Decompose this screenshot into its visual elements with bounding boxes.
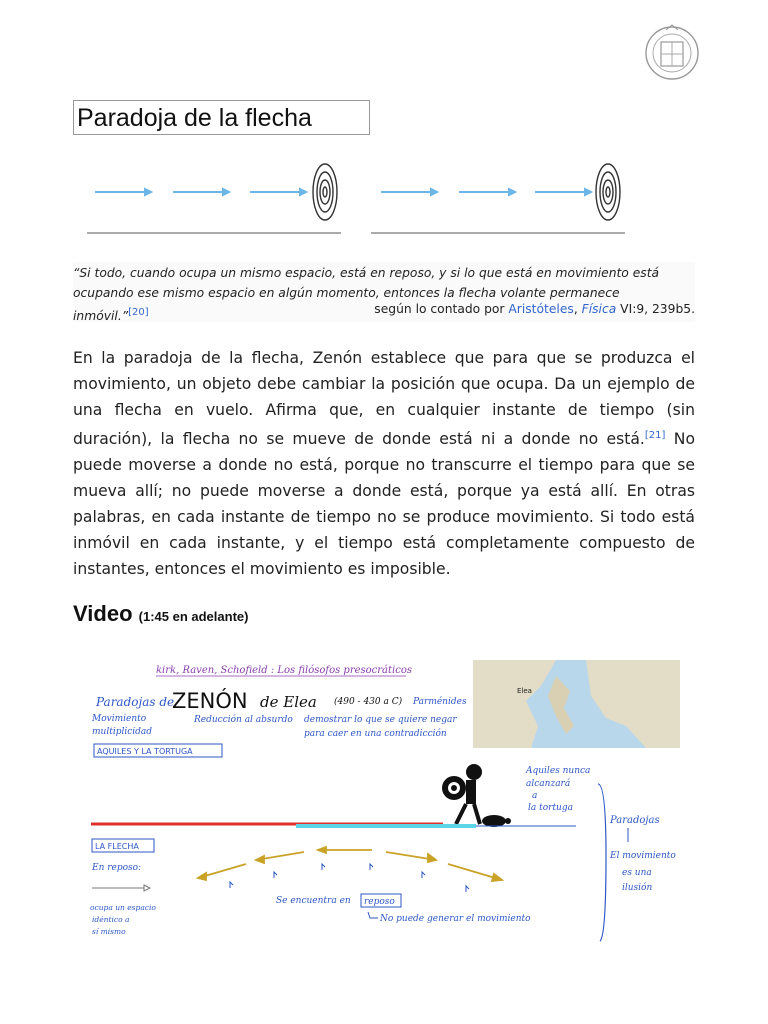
university-seal-icon: [644, 22, 700, 84]
caer-label: para caer en una contradicción: [304, 729, 447, 739]
body-text-part-1: En la paradoja de la flecha, Zenón establece que para que se produzca el movimiento, un objeto debe cambiar la posición que ocupa. Da un ejemplo de una flecha en vuelo. Afirma que, en cualquier instante de tiempo (sin duración), la flecha no se mueve de donde está ni a donde no está.: [73, 349, 695, 449]
reduccion-label: Reducción al absurdo: [194, 715, 293, 725]
no-puede-label: No puede generar el movimiento: [380, 914, 531, 924]
ilusion-label: ilusión: [622, 883, 653, 893]
video-heading-title: Video: [73, 601, 133, 626]
citation-link[interactable]: [20]: [128, 307, 149, 318]
arrow-target-diagram: [85, 158, 630, 240]
section-title: Paradoja de la flecha: [77, 104, 312, 132]
body-paragraph: [73, 346, 695, 582]
quote-source-suffix: VI:9, 239b5.: [616, 302, 695, 316]
en-reposo-label: En reposo:: [92, 863, 142, 873]
aristoteles-link[interactable]: Aristóteles: [508, 302, 574, 316]
zenon-label: ZENÓN: [172, 689, 248, 713]
arrow-diagram-left: [87, 164, 341, 233]
parmenides-label: Parménides: [413, 697, 467, 707]
citation-link[interactable]: [21]: [644, 430, 666, 442]
video-heading-subtitle: (1:45 en adelante): [138, 609, 249, 624]
es-una-label: es una: [622, 868, 652, 878]
aquiles-nunca-label: Aquiles nunca: [526, 766, 591, 776]
quote-source-prefix: según lo contado por: [374, 302, 509, 316]
italy-greece-map: [473, 660, 680, 748]
demostrar-label: demostrar lo que se quiere negar: [304, 715, 457, 725]
el-movimiento-label: El movimiento: [610, 851, 676, 861]
video-heading: [73, 601, 248, 627]
arrow-diagram-right: [371, 164, 625, 233]
body-text-part-2: No puede moverse a donde no está, porque no transcurre el tiempo para que se mueva allí; no puede moverse a donde está, porque ya está allí. En otras palabras, en cada instante de tiempo no se produce movimiento. Si todo está inmóvil en cada instante, y el tiempo está completamente compuesto de instantes, entonces el movimiento es imposible.: [73, 430, 695, 578]
alcanzara-label: alcanzará: [526, 779, 571, 789]
identico-label: idéntico a: [92, 915, 130, 924]
quote-source: [374, 302, 695, 316]
reference-line: kirk, Raven, Schofield : Los filósofos presocráticos: [156, 665, 412, 676]
quote-text: “Si todo, cuando ocupa un mismo espacio, está en reposo, y si lo que está en movimiento está ocupando ese mismo espacio en algún momento, entonces la flecha volante permanece inmóvil.”: [73, 266, 660, 324]
ocupa-label: ocupa un espacio: [90, 903, 156, 912]
aquiles-tortuga-label: AQUILES Y LA TORTUGA: [97, 747, 193, 756]
quote-source-separator: ,: [573, 302, 582, 316]
movimiento-label: Movimiento: [92, 714, 147, 724]
multiplicidad-label: multiplicidad: [92, 727, 153, 737]
blockquote: [73, 263, 695, 326]
dates-label: (490 - 430 a C): [334, 697, 403, 707]
map-label: Elea: [517, 687, 532, 695]
whiteboard-image[interactable]: [86, 656, 686, 981]
de-elea-label: de Elea: [260, 693, 317, 711]
si-mismo-label: sí mismo: [92, 927, 126, 936]
reposo-label: reposo: [364, 897, 395, 907]
fisica-link[interactable]: Física: [581, 302, 617, 316]
la-tortuga-label: la tortuga: [528, 803, 573, 813]
paradojas-label: Paradojas: [610, 815, 660, 826]
a-label: a: [532, 791, 538, 801]
se-encuentra-label: Se encuentra en: [276, 896, 351, 906]
la-flecha-label: LA FLECHA: [95, 842, 139, 851]
paradojas-de-label: Paradojas de: [96, 695, 175, 709]
